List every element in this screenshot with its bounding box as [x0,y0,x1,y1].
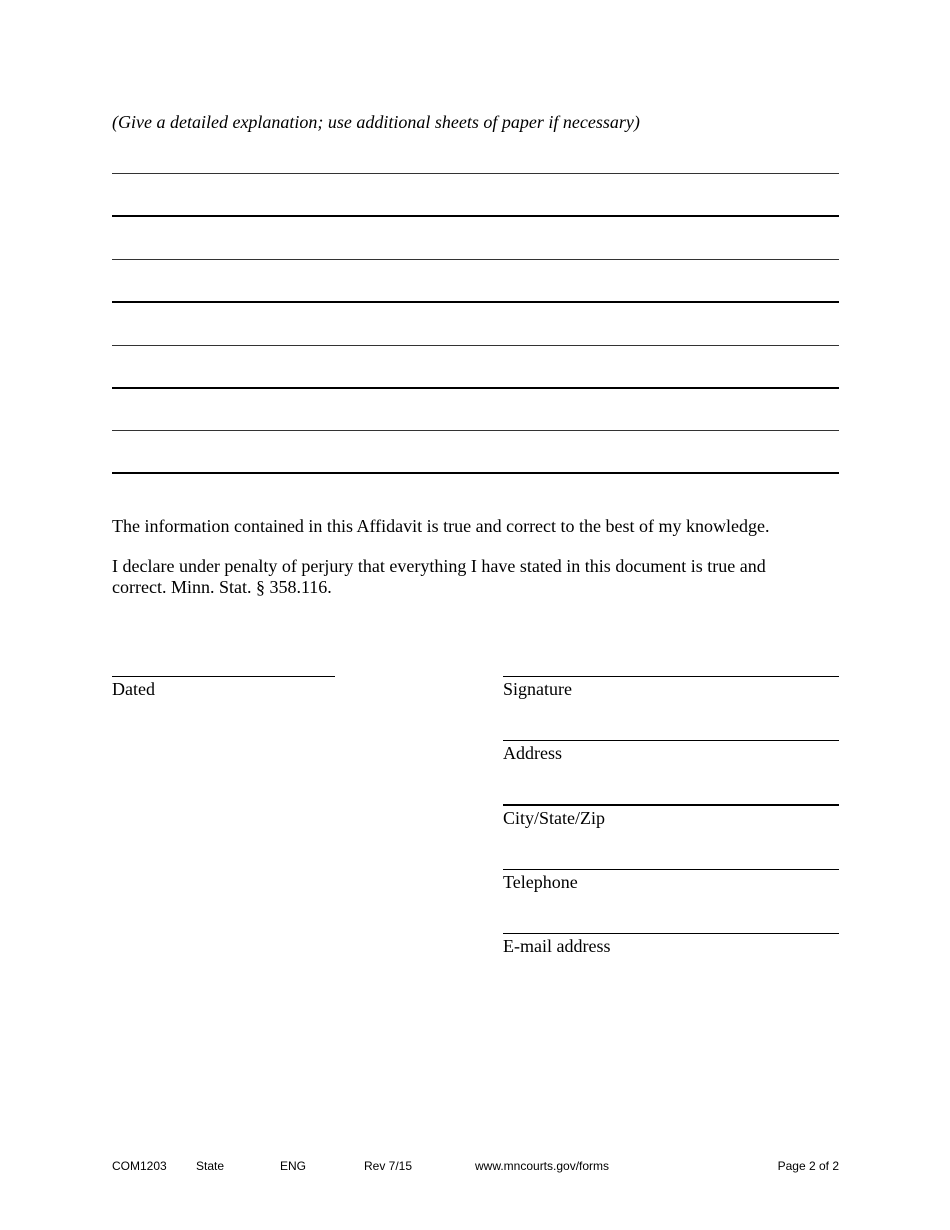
footer-form-code: COM1203 [112,1159,167,1173]
explanation-line-4[interactable] [112,301,839,303]
address-label: Address [503,743,562,763]
explanation-line-6[interactable] [112,387,839,389]
signature-line[interactable] [503,676,839,677]
footer-language: ENG [280,1159,307,1173]
explanation-line-8[interactable] [112,472,839,474]
explanation-line-5[interactable] [112,345,839,346]
dated-label: Dated [112,679,155,699]
signature-label: Signature [503,679,572,699]
city-state-zip-label: City/State/Zip [503,808,605,828]
explanation-line-3[interactable] [112,259,839,260]
telephone-line[interactable] [503,869,839,870]
address-line[interactable] [503,740,839,741]
email-label: E-mail address [503,936,611,956]
telephone-label: Telephone [503,872,578,892]
email-line[interactable] [503,933,839,934]
perjury-statement: I declare under penalty of perjury that everything I have stated in this document is true and correct. Minn. Stat. § 358.116. [112,556,766,597]
truth-statement: The information contained in this Affidavit is true and correct to the best of my knowledge. [112,516,770,536]
dated-line[interactable] [112,676,335,677]
footer-revision: Rev 7/15 [364,1159,413,1173]
footer-jurisdiction: State [196,1159,225,1173]
explanation-line-1[interactable] [112,173,839,174]
explanation-line-7[interactable] [112,430,839,431]
footer-website-link[interactable]: www.mncourts.gov/forms [475,1159,610,1173]
explanation-line-2[interactable] [112,215,839,217]
city-state-zip-line[interactable] [503,804,839,806]
instruction-text: (Give a detailed explanation; use additional sheets of paper if necessary) [112,112,640,132]
footer-page-number: Page 2 of 2 [777,1159,839,1173]
